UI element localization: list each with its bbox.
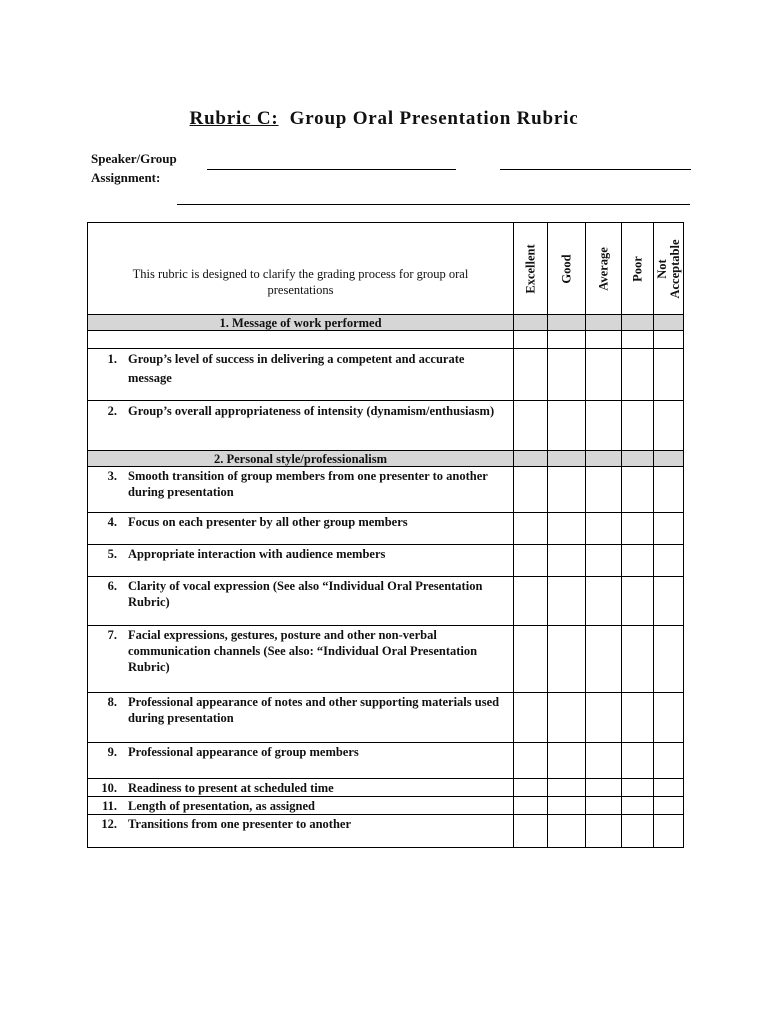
rating-cell[interactable] [586, 349, 622, 401]
column-label: Poor [630, 255, 644, 282]
criterion-text: Group’s overall appropriateness of intensity (dynamism/enthusiasm) [128, 404, 495, 418]
rating-cell[interactable] [654, 315, 684, 331]
rating-cell[interactable] [548, 467, 586, 513]
assignment-blank-line [500, 169, 691, 170]
rating-cell[interactable] [586, 467, 622, 513]
rating-cell[interactable] [654, 797, 684, 815]
rating-cell[interactable] [654, 693, 684, 743]
title-text: Group Oral Presentation Rubric [289, 108, 579, 129]
rating-cell[interactable] [514, 401, 548, 451]
criterion-number: 9. [107, 745, 117, 759]
criterion-number: 8. [107, 695, 117, 709]
rating-cell[interactable] [548, 331, 586, 349]
rating-cell[interactable] [514, 626, 548, 693]
rating-cell[interactable] [514, 467, 548, 513]
rating-cell[interactable] [622, 693, 654, 743]
rating-cell[interactable] [548, 693, 586, 743]
criterion-cell [88, 467, 514, 513]
criterion-cell [88, 815, 514, 848]
speaker-group-label: Speaker/Group [91, 151, 177, 166]
criterion-cell [88, 577, 514, 626]
criterion-row [88, 577, 684, 626]
rating-cell[interactable] [622, 331, 654, 349]
section-title: 1. Message of work performed [88, 315, 514, 331]
rating-cell[interactable] [548, 451, 586, 467]
column-label: Good [559, 253, 573, 284]
rating-cell[interactable] [514, 331, 548, 349]
rating-cell[interactable] [514, 451, 548, 467]
rating-cell[interactable] [654, 349, 684, 401]
criterion-cell [88, 349, 514, 401]
rating-cell[interactable] [548, 779, 586, 797]
rating-cell[interactable] [548, 743, 586, 779]
rating-cell[interactable] [514, 315, 548, 331]
criterion-row [88, 513, 684, 545]
rubric-table [87, 222, 684, 848]
rating-cell[interactable] [622, 315, 654, 331]
criterion-row [88, 743, 684, 779]
rating-cell[interactable] [622, 743, 654, 779]
criterion-text: Clarity of vocal expression (See also “Individual Oral Presentation Rubric) [128, 579, 483, 609]
criterion-text: Smooth transition of group members from one presenter to another during presentation [128, 469, 488, 499]
rating-cell[interactable] [548, 626, 586, 693]
rating-cell[interactable] [622, 545, 654, 577]
criterion-text: Professional appearance of group members [128, 745, 359, 759]
rating-cell[interactable] [586, 331, 622, 349]
rating-cell[interactable] [654, 815, 684, 848]
rating-cell[interactable] [548, 797, 586, 815]
section-title: 2. Personal style/professionalism [88, 451, 514, 467]
rating-cell[interactable] [514, 797, 548, 815]
rating-cell[interactable] [654, 513, 684, 545]
rating-cell[interactable] [586, 545, 622, 577]
rating-cell[interactable] [654, 401, 684, 451]
rating-cell[interactable] [586, 779, 622, 797]
rating-cell[interactable] [654, 779, 684, 797]
criterion-text: Readiness to present at scheduled time [128, 781, 334, 795]
rating-cell[interactable] [514, 577, 548, 626]
criterion-number: 1. [107, 352, 117, 366]
criterion-row [88, 779, 684, 797]
criterion-number: 7. [107, 628, 117, 642]
criterion-text: Group’s level of success in delivering a competent and accurate message [128, 352, 465, 385]
column-label: Excellent [523, 243, 537, 294]
rating-cell[interactable] [622, 577, 654, 626]
title-colon: : [271, 108, 279, 129]
criterion-number: 2. [107, 404, 117, 418]
criterion-number: 11. [102, 799, 117, 813]
header-row [88, 223, 684, 315]
document-title [0, 108, 768, 130]
title-rubric-label: Rubric C [189, 108, 272, 129]
empty-cell [88, 331, 514, 349]
criterion-text: Length of presentation, as assigned [128, 799, 315, 813]
criterion-text: Facial expressions, gestures, posture and other non-verbal communication channels (See also: “Individual Oral Presentation Rubric) [128, 628, 478, 674]
rating-cell[interactable] [548, 815, 586, 848]
rating-cell[interactable] [514, 545, 548, 577]
criterion-cell [88, 401, 514, 451]
rating-cell[interactable] [548, 349, 586, 401]
rating-cell[interactable] [586, 577, 622, 626]
rating-cell[interactable] [654, 743, 684, 779]
rating-cell[interactable] [548, 315, 586, 331]
rating-cell[interactable] [586, 626, 622, 693]
speaker-group-blank-line [207, 169, 456, 170]
criterion-number: 10. [101, 781, 117, 795]
criterion-cell [88, 626, 514, 693]
rating-cell[interactable] [514, 779, 548, 797]
rating-cell[interactable] [586, 797, 622, 815]
criterion-number: 4. [107, 515, 117, 529]
criterion-row [88, 467, 684, 513]
rating-cell[interactable] [586, 315, 622, 331]
column-header-not-acceptable [654, 223, 684, 315]
criterion-number: 12. [101, 817, 117, 831]
criterion-row [88, 401, 684, 451]
rating-cell[interactable] [622, 401, 654, 451]
column-label: Not Acceptable [654, 239, 682, 299]
rating-cell[interactable] [654, 577, 684, 626]
criterion-row [88, 349, 684, 401]
rating-cell[interactable] [622, 349, 654, 401]
criterion-cell [88, 513, 514, 545]
column-header-excellent [514, 223, 548, 315]
rating-cell[interactable] [548, 545, 586, 577]
criterion-cell [88, 693, 514, 743]
column-header-good [548, 223, 586, 315]
rating-cell[interactable] [514, 743, 548, 779]
rating-cell[interactable] [622, 467, 654, 513]
criterion-number: 6. [107, 579, 117, 593]
rating-cell[interactable] [514, 815, 548, 848]
extra-blank-line [177, 204, 690, 205]
rating-cell[interactable] [622, 797, 654, 815]
rating-cell[interactable] [514, 349, 548, 401]
criterion-cell [88, 743, 514, 779]
criterion-text: Professional appearance of notes and other supporting materials used during presentation [128, 695, 500, 725]
criterion-cell [88, 779, 514, 797]
section-header-row [88, 451, 684, 467]
rating-cell[interactable] [548, 401, 586, 451]
rating-cell[interactable] [548, 513, 586, 545]
rating-cell[interactable] [654, 626, 684, 693]
rating-cell[interactable] [654, 545, 684, 577]
rating-cell[interactable] [622, 626, 654, 693]
rating-cell[interactable] [586, 815, 622, 848]
criterion-row [88, 797, 684, 815]
rating-cell[interactable] [622, 779, 654, 797]
rating-cell[interactable] [654, 451, 684, 467]
criterion-row [88, 693, 684, 743]
criterion-row [88, 545, 684, 577]
criterion-text: Focus on each presenter by all other group members [128, 515, 408, 529]
rating-cell[interactable] [622, 815, 654, 848]
rating-cell[interactable] [514, 693, 548, 743]
rating-cell[interactable] [586, 693, 622, 743]
criterion-row [88, 626, 684, 693]
criterion-number: 5. [107, 547, 117, 561]
section-header-row [88, 315, 684, 331]
rating-cell[interactable] [622, 513, 654, 545]
criterion-cell [88, 797, 514, 815]
column-header-poor [622, 223, 654, 315]
rating-cell[interactable] [586, 743, 622, 779]
criterion-number: 3. [107, 469, 117, 483]
rating-cell[interactable] [586, 401, 622, 451]
assignment-label: Assignment: [91, 170, 161, 185]
rating-cell[interactable] [586, 513, 622, 545]
rubric-intro: This rubric is designed to clarify the grading process for group oral presentations [88, 223, 514, 315]
rating-cell[interactable] [654, 331, 684, 349]
criterion-text: Appropriate interaction with audience members [128, 547, 386, 561]
criterion-cell [88, 545, 514, 577]
rating-cell[interactable] [622, 451, 654, 467]
spacer-row [88, 331, 684, 349]
criterion-text: Transitions from one presenter to another [128, 817, 352, 831]
criterion-row [88, 815, 684, 848]
column-label: Average [596, 246, 610, 291]
rating-cell[interactable] [514, 513, 548, 545]
rating-cell[interactable] [548, 577, 586, 626]
column-header-average [586, 223, 622, 315]
rating-cell[interactable] [586, 451, 622, 467]
rating-cell[interactable] [654, 467, 684, 513]
